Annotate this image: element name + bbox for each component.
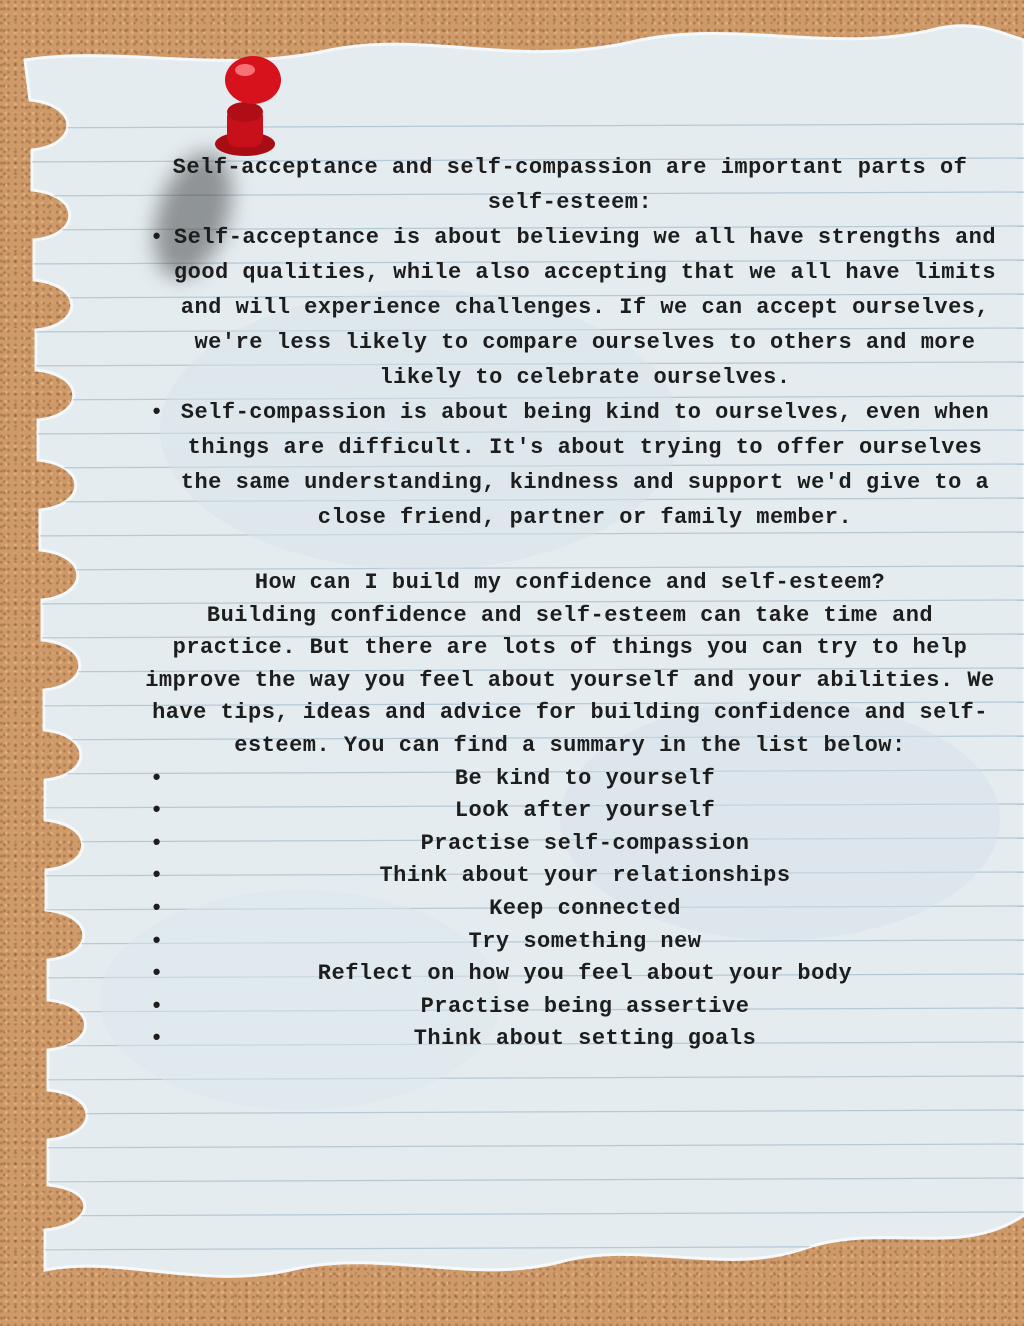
body-paragraph: Building confidence and self-esteem can take time and practice. But there are lots of things you can try to help improve the way you feel about yourself and your abilities. We have tips, ideas and advice for building confidence and self-esteem. You can find a summary in the list below: <box>145 602 995 758</box>
tip-item: • Look after yourself <box>140 795 1000 828</box>
ruled-line <box>0 1280 1024 1284</box>
intro-text: Self-acceptance and self-compassion are important parts of self-esteem: <box>172 155 968 215</box>
concept-self-acceptance: • Self-acceptance is about believing we all have strengths and good qualities, while also accepting that we all have limits and will experience challenges. If we can accept ourselves, we're less likely to compare ourselves to others and more likely to celebrate ourselves. <box>140 220 1000 395</box>
tips-list <box>140 763 1000 1056</box>
tip-item: • Reflect on how you feel about your body <box>140 958 1000 991</box>
spacer <box>140 535 1000 567</box>
tip-item: • Practise self-compassion <box>140 828 1000 861</box>
concept-self-compassion: • Self-compassion is about being kind to ourselves, even when things are difficult. It's about trying to offer ourselves the same understanding, kindness and support we'd give to a close friend, partner or family member. <box>140 395 1000 535</box>
concept-list <box>140 220 1000 535</box>
note-content <box>140 150 1000 1056</box>
tip-item: • Be kind to yourself <box>140 763 1000 796</box>
tip-item: • Think about setting goals <box>140 1023 1000 1056</box>
tip-item: • Think about your relationships <box>140 860 1000 893</box>
tip-item: • Try something new <box>140 926 1000 959</box>
tip-item: • Keep connected <box>140 893 1000 926</box>
question-heading: How can I build my confidence and self-esteem? <box>254 570 886 595</box>
push-pin-icon <box>205 52 295 162</box>
tip-item: • Practise being assertive <box>140 991 1000 1024</box>
